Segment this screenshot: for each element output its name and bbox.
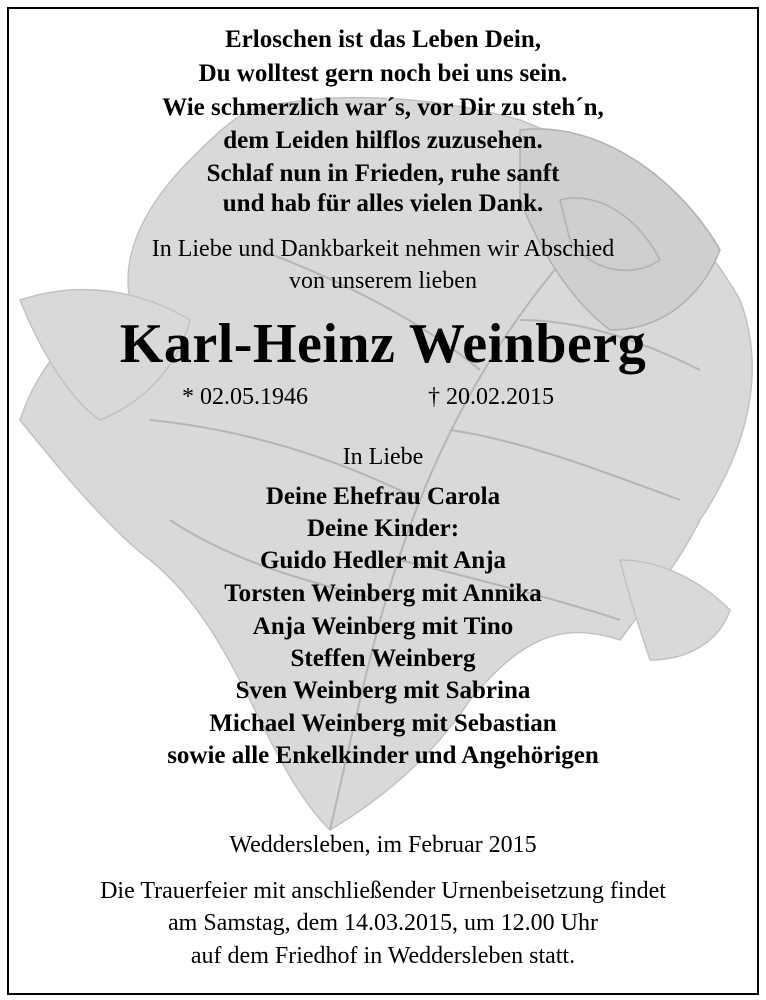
mourner-line: sowie alle Enkelkinder und Angehörigen <box>167 742 599 769</box>
mourner-line: Sven Weinberg mit Sabrina <box>235 677 531 704</box>
in-liebe-label: In Liebe <box>342 444 424 470</box>
funeral-line-2: am Samstag, dem 14.03.2015, um 12.00 Uhr <box>168 910 598 936</box>
poem-line-4: dem Leiden hilflos zuzusehen. <box>223 127 543 154</box>
poem-line-1: Erloschen ist das Leben Dein, <box>224 26 541 53</box>
mourner-line: Steffen Weinberg <box>290 645 476 672</box>
life-dates <box>0 384 766 414</box>
mourner-line: Torsten Weinberg mit Annika <box>224 580 542 607</box>
intro-line-1: In Liebe und Dankbarkeit nehmen wir Abschied <box>151 236 615 262</box>
mourner-line: Deine Ehefrau Carola <box>265 483 501 510</box>
poem-line-2: Du wolltest gern noch bei uns sein. <box>198 60 568 87</box>
mourner-line: Deine Kinder: <box>306 515 460 542</box>
mourner-line: Guido Hedler mit Anja <box>259 547 507 574</box>
poem-line-5: Schlaf nun in Frieden, ruhe sanft <box>206 160 560 187</box>
funeral-line-1: Die Trauerfeier mit anschließender Urnenbeisetzung findet <box>100 878 666 904</box>
birth-date: * 02.05.1946 <box>182 384 308 410</box>
mourner-line: Anja Weinberg mit Tino <box>252 613 514 640</box>
funeral-line-3: auf dem Friedhof in Weddersleben statt. <box>190 943 576 969</box>
poem-line-6: und hab für alles vielen Dank. <box>222 190 544 217</box>
place-date: Weddersleben, im Februar 2015 <box>229 832 537 858</box>
deceased-name: Karl-Heinz Weinberg <box>119 313 647 375</box>
poem-line-3: Wie schmerzlich war´s, vor Dir zu steh´n, <box>162 94 604 121</box>
mourner-line: Michael Weinberg mit Sebastian <box>209 710 557 737</box>
intro-line-2: von unserem lieben <box>289 268 477 294</box>
death-date: † 20.02.2015 <box>428 384 554 410</box>
